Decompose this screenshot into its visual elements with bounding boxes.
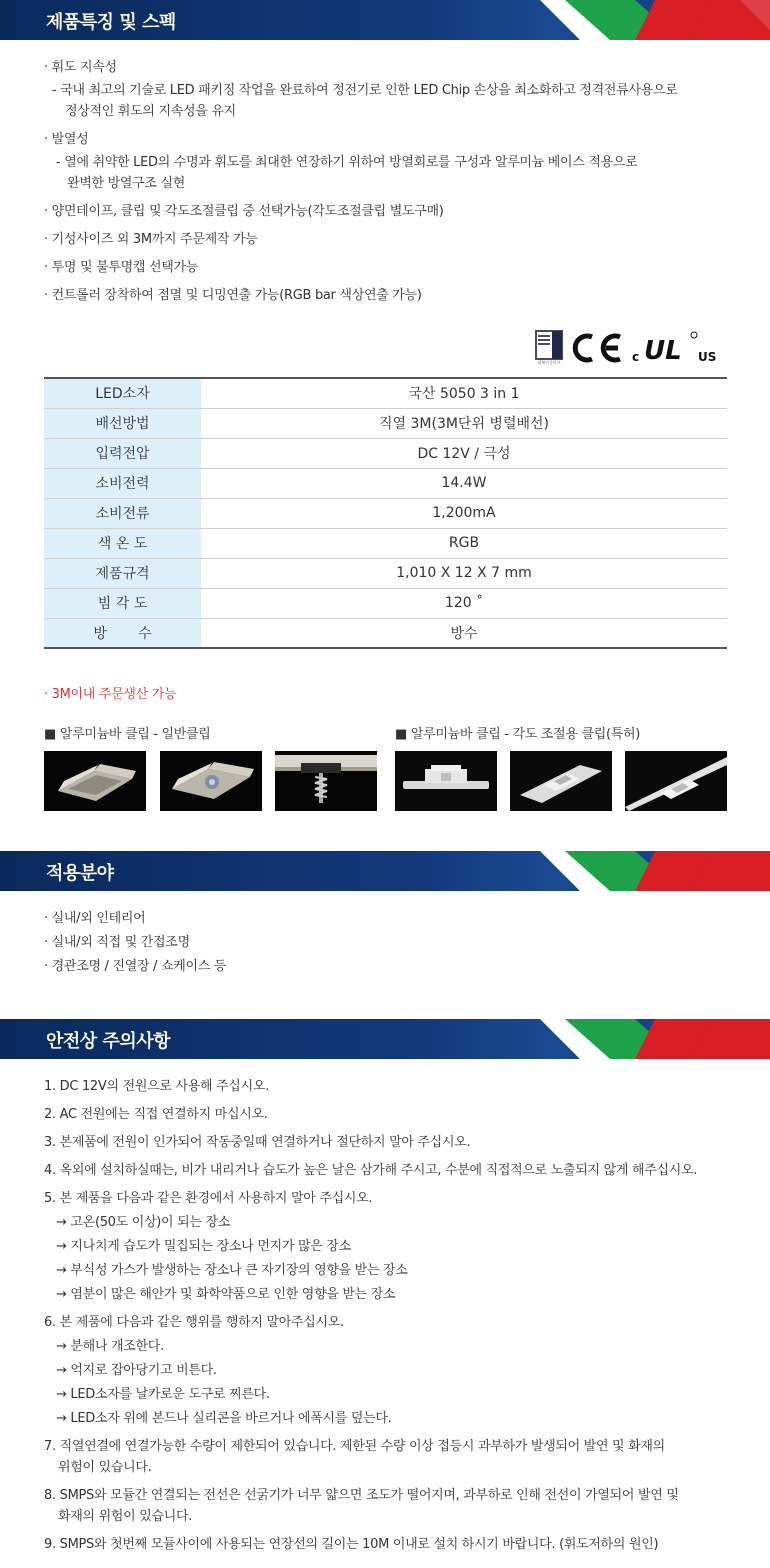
safety-subitem: → 지나치게 습도가 밀집되는 장소나 먼지가 많은 장소	[56, 1239, 351, 1254]
spec-value: DC 12V / 극성	[201, 438, 727, 468]
feature-title-brightness: · 휘도 지속성	[44, 60, 117, 75]
clip-general-photo-2	[160, 751, 262, 811]
section-title-applications: 적용분야	[46, 863, 114, 884]
feature-desc-brightness-1: - 국내 최고의 기술로 LED 패키징 작업을 완료하여 정전기로 인한 LED Chip 손상을 최소화하고 정격전류사용으로	[52, 83, 678, 98]
section-header-features	[0, 0, 770, 40]
safety-subitem: → 고온(50도 이상)이 되는 장소	[56, 1215, 230, 1230]
application-item: · 실내/외 직접 및 간접조명	[44, 935, 190, 950]
safety-subitem: → LED소자 위에 본드나 실리콘을 바르거나 에폭시를 덮는다.	[56, 1411, 392, 1426]
svg-text:US: US	[698, 350, 717, 364]
tricolor-decoration	[540, 851, 770, 891]
safety-subitem: → 염분이 많은 해안가 및 화학약품으로 인한 영향을 받는 장소	[56, 1287, 396, 1302]
feature-title-heat: · 발열성	[44, 132, 89, 147]
section-title-features: 제품특징 및 스펙	[46, 12, 176, 33]
spec-key: 방 수	[44, 618, 201, 648]
clip-general-photo-1	[44, 751, 146, 811]
feature-desc-brightness-2: 정상적인 휘도의 지속성을 유지	[65, 104, 236, 119]
spec-value: 120 ˚	[201, 588, 727, 618]
clip-angle-photo-3	[625, 751, 727, 811]
clip-general-heading: ■ 알루미늄바 클립 - 일반클립	[44, 727, 211, 742]
tricolor-decoration	[540, 0, 770, 40]
spec-key: 색 온 도	[44, 528, 201, 558]
safety-item-continued: 위험이 있습니다.	[58, 1460, 152, 1475]
spec-table	[44, 377, 727, 649]
feature-cap: · 투명 및 불투명캡 선택가능	[44, 260, 198, 275]
spec-key: 빔 각 도	[44, 588, 201, 618]
clip-angle-photo-1	[395, 751, 497, 811]
safety-item: 1. DC 12V의 전원으로 사용해 주십시오.	[44, 1079, 269, 1094]
safety-item: 9. SMPS와 첫번째 모듈사이에 사용되는 연장선의 길이는 10M 이내로 설치 하시기 바랍니다. (휘도저하의 원인)	[44, 1537, 659, 1552]
tricolor-decoration	[540, 1019, 770, 1059]
feature-custom-size: · 기성사이즈 외 3M까지 주문제작 가능	[44, 232, 258, 247]
safety-item: 5. 본 제품을 다음과 같은 환경에서 사용하지 말아 주십시오.	[44, 1191, 373, 1206]
table-row	[44, 558, 727, 588]
feature-controller: · 컨트롤러 장착하여 점멸 및 디밍연출 가능(RGB bar 색상연출 가능)	[44, 288, 422, 303]
clip-angle-photo-2	[510, 751, 612, 811]
safety-subitem: → 억지로 잡아당기고 비튼다.	[56, 1363, 217, 1378]
table-row	[44, 618, 727, 648]
table-row	[44, 378, 727, 408]
table-row	[44, 468, 727, 498]
feature-desc-heat-1: - 열에 취약한 LED의 수명과 휘도를 최대한 연장하기 위하여 방열회로를 구성과 알루미늄 베이스 적용으로	[56, 155, 638, 170]
svg-text:대체인증마크: 대체인증마크	[537, 360, 561, 365]
table-row	[44, 498, 727, 528]
spec-key: LED소자	[44, 378, 201, 408]
application-item: · 경관조명 / 진열장 / 쇼케이스 등	[44, 959, 227, 974]
clip-general-photo-3	[275, 751, 377, 811]
spec-key: 입력전압	[44, 438, 201, 468]
svg-text:UL: UL	[644, 336, 682, 365]
spec-value: 방수	[450, 625, 478, 642]
safety-item-continued: 화재의 위험이 있습니다.	[58, 1509, 193, 1524]
safety-item: 6. 본 제품에 다음과 같은 행위를 행하지 말아주십시오.	[44, 1315, 344, 1330]
spec-key: 소비전류	[44, 498, 201, 528]
section-header-applications	[0, 851, 770, 891]
spec-value: 직열 3M(3M단위 병렬배선)	[201, 408, 727, 438]
safety-item: 3. 본제품에 전원이 인가되어 작동중일때 연결하거나 절단하지 말아 주십시오.	[44, 1135, 471, 1150]
application-item: · 실내/외 인테리어	[44, 911, 146, 926]
svg-text:c: c	[632, 350, 640, 364]
spec-key: 배선방법	[44, 408, 201, 438]
feature-desc-heat-2: 완벽한 방열구조 실현	[67, 176, 185, 191]
spec-value: 14.4W	[201, 468, 727, 498]
certification-marks	[534, 329, 724, 365]
spec-key: 소비전력	[44, 468, 201, 498]
safety-item: 4. 옥외에 설치하실때는, 비가 내리거나 습도가 높은 날은 삼가해 주시고, 수분에 직접적으로 노출되지 않게 해주십시오.	[44, 1163, 698, 1178]
spec-key: 제품규격	[44, 558, 201, 588]
kc-mark-icon	[536, 331, 562, 365]
safety-item: 7. 직열연결에 연결가능한 수량이 제한되어 있습니다. 제한된 수량 이상 접등시 과부하가 발생되어 발연 및 화재의	[44, 1439, 665, 1454]
safety-item: 2. AC 전원에는 직접 연결하지 마십시오.	[44, 1107, 268, 1122]
order-note: · 3M이내 주문생산 가능	[44, 687, 177, 702]
safety-subitem: → LED소자를 날카로운 도구로 찌른다.	[56, 1387, 270, 1402]
table-row	[44, 408, 727, 438]
spec-value: 1,200mA	[201, 498, 727, 528]
spec-value: 국산 5050 3 in 1	[201, 378, 727, 408]
spec-value: RGB	[201, 528, 727, 558]
safety-subitem: → 부식성 가스가 발생하는 장소나 큰 자기장의 영향을 받는 장소	[56, 1263, 408, 1278]
ce-mark-icon	[575, 336, 620, 360]
feature-mounting: · 양면테이프, 클립 및 각도조절클립 중 선택가능(각도조절클립 별도구매)	[44, 204, 444, 219]
cul-us-mark-icon	[632, 332, 716, 365]
table-row	[44, 438, 727, 468]
section-header-safety	[0, 1019, 770, 1059]
table-row	[44, 528, 727, 558]
section-title-safety: 안전상 주의사항	[46, 1031, 170, 1052]
spec-value: 1,010 X 12 X 7 mm	[201, 558, 727, 588]
safety-subitem: → 분해나 개조한다.	[56, 1339, 164, 1354]
table-row	[44, 588, 727, 618]
safety-item: 8. SMPS와 모듈간 연결되는 전선은 선굵기가 너무 얇으면 조도가 떨어지며, 과부하로 인해 전선이 가열되어 발연 및	[44, 1488, 679, 1503]
clip-angle-heading: ■ 알루미늄바 클립 - 각도 조절용 클립(특허)	[395, 727, 641, 742]
